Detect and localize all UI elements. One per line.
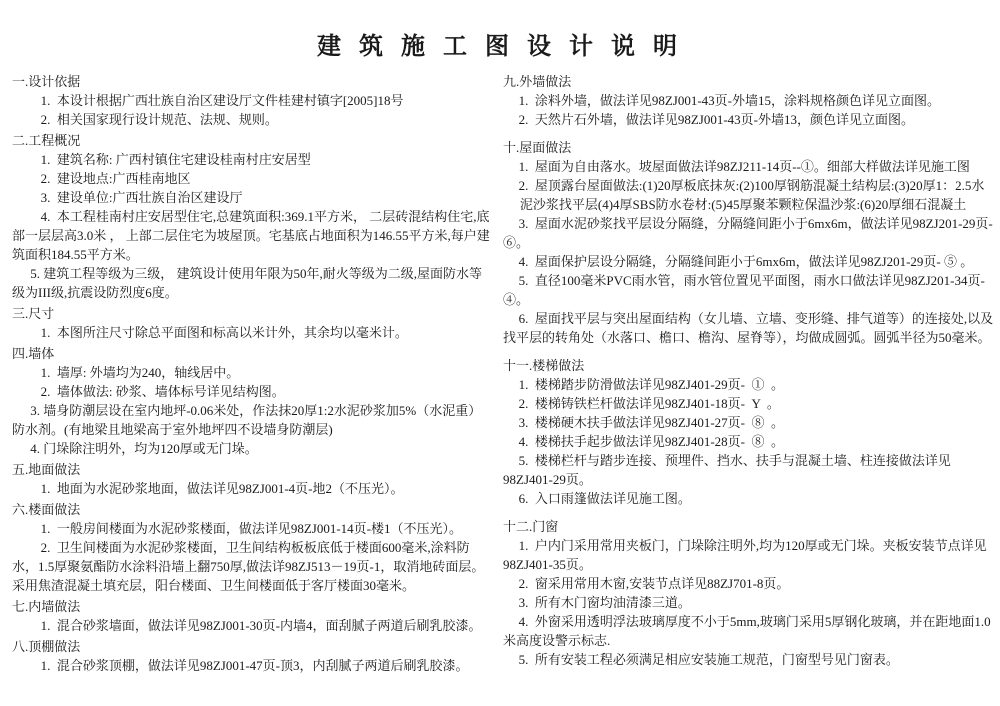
spec-section — [12, 131, 494, 302]
spec-item: 1. 楼梯踏步防滑做法详见98ZJ401-29页- ① 。 — [518, 377, 785, 392]
spec-item: 5. 所有安装工程必须满足相应安装施工规范，门窗型号见门窗表。 — [518, 652, 899, 667]
right-column — [503, 72, 997, 671]
spec-section — [12, 344, 494, 458]
spec-section — [503, 356, 997, 508]
spec-item: 2. 屋顶露台屋面做法:(1)20厚板底抹灰:(2)100厚钢筋混凝土结构层:(3)20厚1：2.5水泥沙浆找平层(4)4厚SBS防水卷材:(5)45厚聚苯颗粒保温沙浆:(6)20厚细石混凝土 — [518, 178, 985, 212]
spec-item: 1. 墙厚: 外墙均为240，轴线居中。 — [40, 365, 240, 380]
spec-item: 2. 建设地点:广西桂南地区 — [40, 171, 191, 186]
spec-item: 6. 入口雨篷做法详见施工图。 — [518, 491, 691, 506]
section-heading: 三.尺寸 — [12, 306, 55, 321]
spec-item: 4. 外窗采用透明浮法玻璃厚度不小于5mm,玻璃门采用5厚钢化玻璃，并在距地面1.0米高度设警示标志. — [503, 614, 991, 648]
section-heading: 七.内墙做法 — [12, 599, 81, 614]
spec-item: 1. 建筑名称: 广西村镇住宅建设桂南村庄安居型 — [40, 152, 311, 167]
spec-section — [503, 517, 997, 669]
spec-item: 1. 本图所注尺寸除总平面图和标高以米计外，其余均以毫米计。 — [40, 325, 408, 340]
spec-item: 2. 墙体做法: 砂浆、墙体标号详见结构图。 — [40, 384, 285, 399]
section-heading: 一.设计依据 — [12, 74, 81, 89]
spec-section — [12, 460, 494, 498]
section-heading: 五.地面做法 — [12, 462, 81, 477]
spec-item: 3. 墙身防潮层设在室内地坪-0.06米处，作法抹20厚1:2水泥砂浆加5%（水泥重）防水剂。(有地梁且地梁高于室外地坪四不设墙身防潮层) — [12, 403, 482, 437]
spec-item: 3. 屋面水泥砂浆找平层设分隔缝，分隔缝间距小于6mx6m，做法详见98ZJ201-29页- ⑥。 — [503, 216, 996, 250]
left-column — [12, 72, 494, 677]
spec-item: 2. 天然片石外墙，做法详见98ZJ001-43页-外墙13，颜色详见立面图。 — [518, 112, 915, 127]
spec-item: 1. 一般房间楼面为水泥砂浆楼面，做法详见98ZJ001-14页-楼1（不压光）。 — [40, 521, 463, 536]
section-heading: 十.屋面做法 — [503, 140, 572, 155]
section-heading: 九.外墙做法 — [503, 74, 572, 89]
section-heading: 十二.门窗 — [503, 519, 559, 534]
spec-item: 1. 混合砂浆墙面，做法详见98ZJ001-30页-内墙4，面刮腻子两道后刷乳胶漆。 — [40, 618, 482, 633]
section-heading: 四.墙体 — [12, 346, 55, 361]
spec-item: 3. 所有木门窗均油清漆三道。 — [518, 595, 691, 610]
spec-item: 1. 户内门采用常用夹板门，门垛除注明外,均为120厚或无门垛。夹板安装节点详见98ZJ401-35页。 — [503, 538, 987, 572]
spec-section — [12, 304, 494, 342]
spec-section — [503, 138, 997, 347]
spec-item: 3. 建设单位:广西壮族自治区建设厅 — [40, 190, 243, 205]
spec-item: 1. 地面为水泥砂浆地面，做法详见98ZJ001-4页-地2（不压光）。 — [40, 481, 404, 496]
spec-item: 1. 混合砂浆顶棚，做法详见98ZJ001-47页-顶3，内刮腻子两道后刷乳胶漆。 — [40, 658, 469, 673]
section-heading: 八.顶棚做法 — [12, 639, 81, 654]
spec-item: 1. 涂料外墙，做法详见98ZJ001-43页-外墙15，涂料规格颜色详见立面图。 — [518, 93, 941, 108]
spec-item: 2. 窗采用常用木窗,安装节点详见88ZJ701-8页。 — [518, 576, 790, 591]
page-title: 建 筑 施 工 图 设 计 说 明 — [317, 34, 683, 60]
spec-item: 4. 楼梯扶手起步做法详见98ZJ401-28页- ⑧ 。 — [518, 434, 785, 449]
spec-item: 2. 楼梯铸铁栏杆做法详见98ZJ401-18页- Y 。 — [518, 396, 780, 411]
spec-section — [12, 637, 494, 675]
spec-item: 5. 直径100毫米PVC雨水管，雨水管位置见平面图，雨水口做法详见98ZJ201-34页- ④。 — [503, 273, 989, 307]
spec-item: 2. 相关国家现行设计规范、法规、规则。 — [40, 112, 278, 127]
spec-section — [503, 72, 997, 129]
spec-item: 5. 建筑工程等级为三级， 建筑设计使用年限为50年,耐火等级为二级,屋面防水等级为III级,抗震设防烈度6度。 — [12, 266, 482, 300]
spec-section — [12, 500, 494, 595]
spec-item: 4. 屋面保护层设分隔缝，分隔缝间距小于6mx6m，做法详见98ZJ201-29页- ⑤ 。 — [518, 254, 974, 269]
section-heading: 十一.楼梯做法 — [503, 358, 585, 373]
spec-item: 3. 楼梯硬木扶手做法详见98ZJ401-27页- ⑧ 。 — [518, 415, 785, 430]
spec-section — [12, 597, 494, 635]
section-heading: 二.工程概况 — [12, 133, 81, 148]
spec-item: 1. 屋面为自由落水。坡屋面做法详98ZJ211-14页--①。细部大样做法详见施工图 — [518, 159, 970, 174]
spec-item: 2. 卫生间楼面为水泥砂浆楼面，卫生间结构板板底低于楼面600毫米,涂料防水，1.5厚聚氨酯防水涂料沿墙上翻750厚,做法详98ZJ513－19页-1，取消地砖面层。采用焦渣混凝土填充层，阳台楼面、卫生间楼面低于客厅楼面30毫米。 — [12, 540, 485, 593]
spec-item: 1. 本设计根据广西壮族自治区建设厅文件桂建村镇字[2005]18号 — [40, 93, 404, 108]
spec-item: 5. 楼梯栏杆与踏步连接、预埋件、挡水、扶手与混凝土墙、柱连接做法详见98ZJ401-29页。 — [503, 453, 951, 487]
spec-item: 4. 门垛除注明外，均为120厚或无门垛。 — [30, 441, 258, 456]
spec-item: 6. 屋面找平层与突出屋面结构（女儿墙、立墙、变形缝、排气道等）的连接处,以及找平层的转角处（水落口、檐口、檐沟、屋脊等），均做成圆弧。圆弧半径为50毫米。 — [503, 311, 994, 345]
section-heading: 六.楼面做法 — [12, 502, 81, 517]
spec-item: 4. 本工程桂南村庄安居型住宅,总建筑面积:369.1平方米， 二层砖混结构住宅,底部一层层高3.0米 ， 上部二层住宅为坡屋顶。宅基底占地面积为146.55平方米,每户建筑面积184.55平方米。 — [12, 209, 490, 262]
spec-section — [12, 72, 494, 129]
